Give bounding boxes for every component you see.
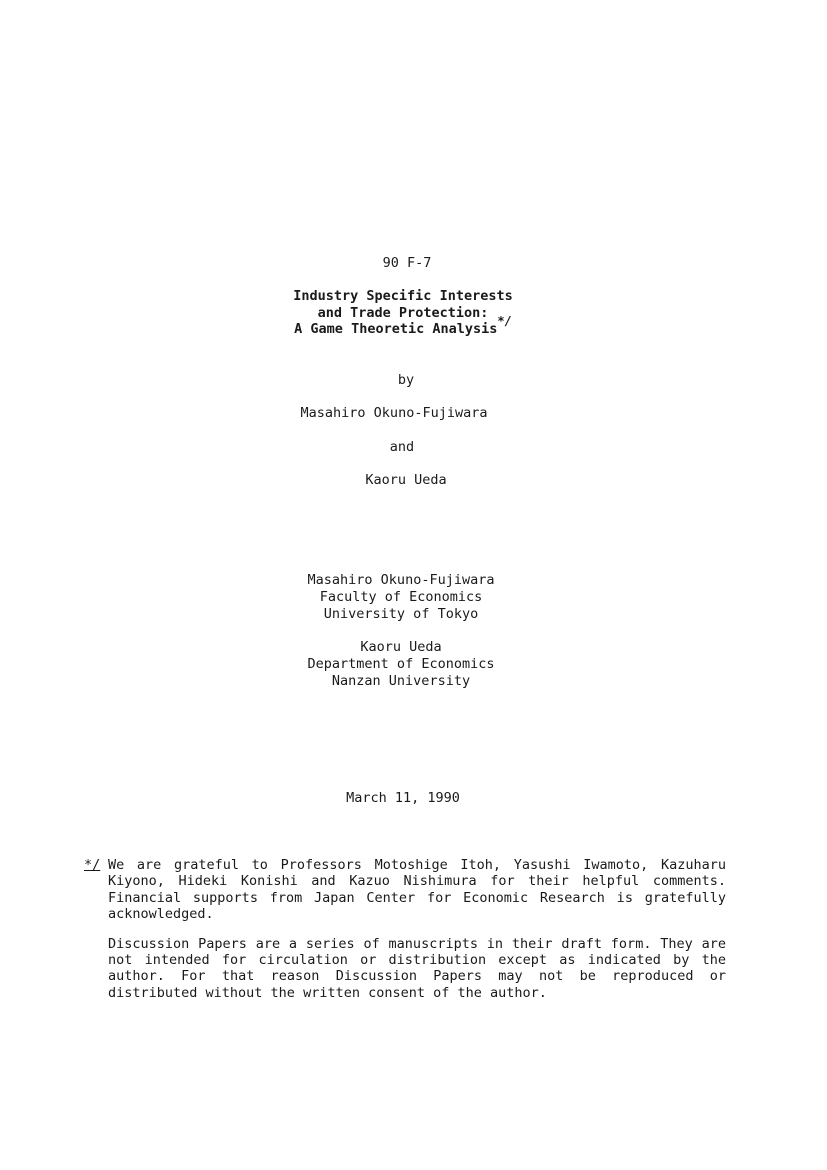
paper-title (0, 288, 806, 338)
and-label: and (389, 439, 415, 455)
footnote (84, 857, 726, 1001)
by-label: by (397, 372, 415, 388)
affiliation-1-institution: University of Tokyo (323, 606, 479, 622)
affiliation-1 (0, 572, 802, 623)
affiliation-2-name: Kaoru Ueda (360, 639, 442, 655)
affiliation-2 (0, 639, 802, 690)
footnote-marker: */ (84, 857, 101, 873)
affiliation-1-dept: Faculty of Economics (319, 589, 483, 605)
affiliation-2-dept: Department of Economics (307, 656, 495, 672)
title-line-3-text: A Game Theoretic Analysis (294, 321, 498, 337)
series-number: 90 F-7 (382, 255, 432, 271)
date: March 11, 1990 (346, 790, 460, 806)
title-line-2: and Trade Protection: (317, 304, 489, 321)
title-footnote-marker: */ (497, 314, 512, 328)
affiliation-1-name: Masahiro Okuno-Fujiwara (307, 572, 495, 588)
footnote-acknowledgement: We are grateful to Professors Motoshige Itoh, Yasushi Iwamoto, Kazuharu Kiyono, Hideki Konishi and Kazuo Nishimura for their helpful comments. Financial supports from Japan Center for Economic Research is gratefully acknowledged. (108, 857, 726, 923)
footnote-disclaimer: Discussion Papers are a series of manuscripts in their draft form. They are not intended for circulation or distribution except as indicated by the author. For that reason Discussion Papers may not be reproduced or distributed without the written consent of the author. (108, 935, 726, 1001)
author-1: Masahiro Okuno-Fujiwara (300, 405, 488, 421)
author-2: Kaoru Ueda (365, 472, 447, 488)
affiliation-2-institution: Nanzan University (331, 673, 471, 689)
title-line-3 (0, 314, 806, 338)
title-line-1: Industry Specific Interests (293, 288, 513, 304)
